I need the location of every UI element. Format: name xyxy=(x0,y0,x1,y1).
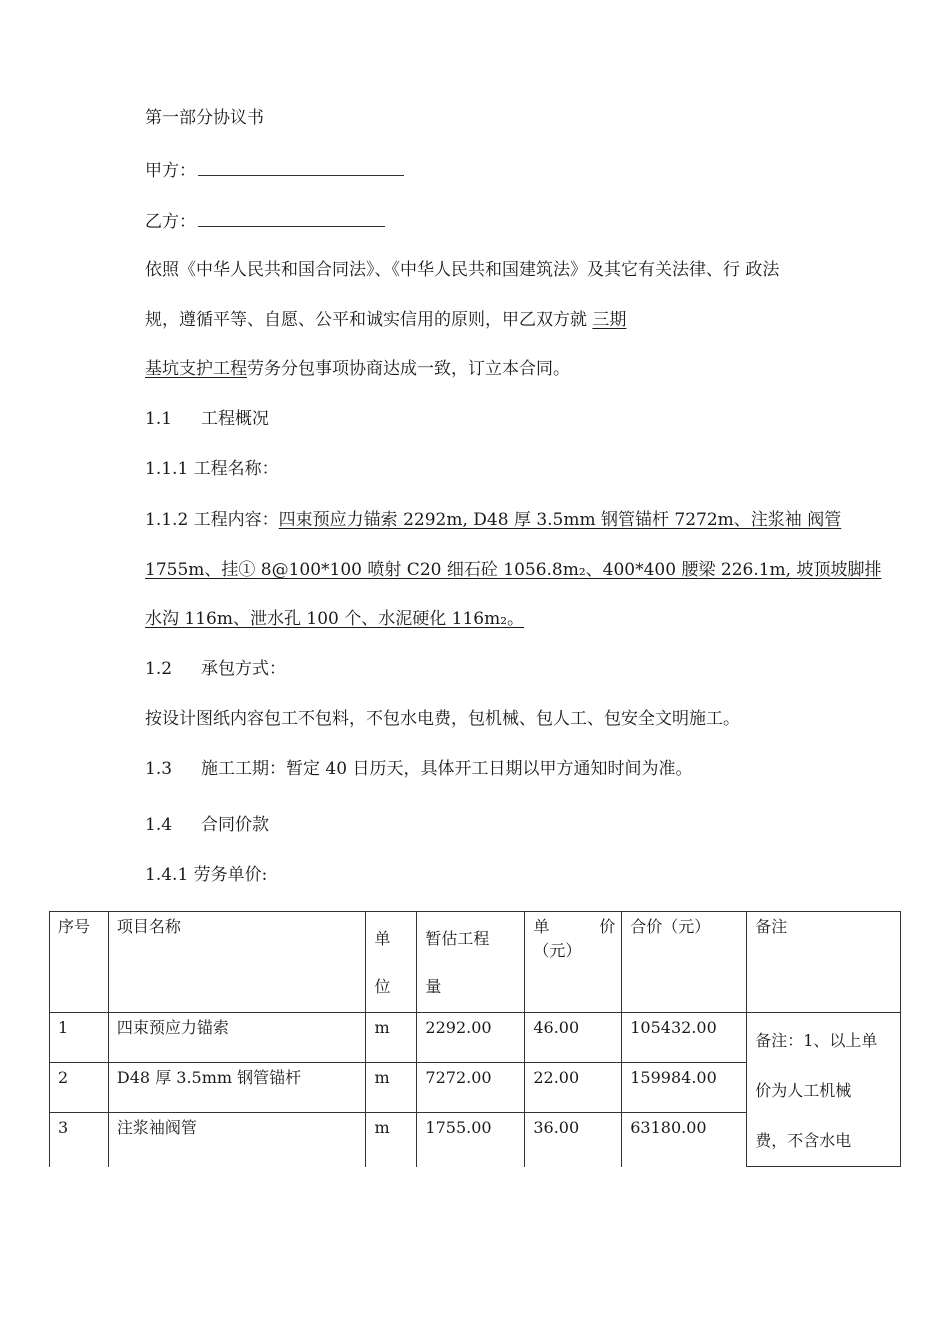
section-1-2 xyxy=(145,657,286,681)
remark-line-2: 价为人工机械 xyxy=(755,1081,852,1100)
cell-name: D48 厚 3.5mm 钢管锚杆 xyxy=(108,1063,366,1113)
unit-price-table xyxy=(49,911,901,1167)
header-qty xyxy=(417,912,525,1013)
cell-qty: 1755.00 xyxy=(417,1113,525,1167)
party-b-line xyxy=(145,208,385,234)
cell-seq: 3 xyxy=(50,1113,109,1167)
work-content-line-3: 水沟 116m、泄水孔 100 个、水泥硬化 116m₂。 xyxy=(145,609,525,629)
cell-seq: 2 xyxy=(50,1063,109,1113)
header-total: 合价（元） xyxy=(622,912,747,1013)
cell-total: 63180.00 xyxy=(622,1113,747,1167)
cell-unit: m xyxy=(366,1063,417,1113)
section-1-2-body: 按设计图纸内容包工不包料，不包水电费，包机械、包人工、包安全文明施工。 xyxy=(145,709,740,729)
cell-price: 22.00 xyxy=(525,1063,622,1113)
work-content-line-2-wrap xyxy=(145,558,881,582)
party-b-label: 乙方： xyxy=(145,212,196,232)
header-price xyxy=(525,912,622,1013)
section-1-3 xyxy=(145,757,692,781)
header-remark: 备注 xyxy=(747,912,901,1013)
cell-total: 105432.00 xyxy=(622,1013,747,1063)
party-b-blank xyxy=(198,208,385,227)
party-a-label: 甲方： xyxy=(145,161,196,181)
intro-line-3-text: 劳务分包事项协商达成一致，订立本合同。 xyxy=(247,359,570,379)
section-1-1-2 xyxy=(145,508,841,532)
section-1-1 xyxy=(145,407,269,431)
header-qty-line-2: 量 xyxy=(425,977,442,996)
cell-total: 159984.00 xyxy=(622,1063,747,1113)
cell-unit: m xyxy=(366,1113,417,1167)
remark-line-3: 费，不含水电 xyxy=(755,1131,852,1150)
table-header-row xyxy=(50,912,901,1013)
cell-qty: 2292.00 xyxy=(417,1013,525,1063)
header-seq: 序号 xyxy=(50,912,109,1013)
section-1-2-number: 1.2 xyxy=(145,659,173,679)
section-1-1-title: 工程概况 xyxy=(201,409,269,429)
header-price-line-1b: 价 xyxy=(599,917,616,936)
section-1-1-2-label: 1.1.2 工程内容： xyxy=(145,510,279,530)
header-qty-line-1: 暂估工程 xyxy=(425,929,490,948)
cell-unit: m xyxy=(366,1013,417,1063)
cell-name: 四束预应力锚索 xyxy=(108,1013,366,1063)
section-1-4-title: 合同价款 xyxy=(201,815,269,835)
project-name: 基坑支护工程 xyxy=(145,359,247,379)
intro-line-2 xyxy=(145,308,626,332)
section-title: 第一部分协议书 xyxy=(145,108,264,128)
work-content-line-1: 四束预应力锚索 2292m, D48 厚 3.5mm 钢管锚杆 7272m、注浆袖 阀管 xyxy=(278,510,842,530)
party-a-line xyxy=(145,157,404,183)
cell-name: 注浆袖阀管 xyxy=(108,1113,366,1167)
intro-line-3 xyxy=(145,357,570,381)
cell-price: 46.00 xyxy=(525,1013,622,1063)
section-1-4-number: 1.4 xyxy=(145,815,173,835)
cell-remark xyxy=(747,1013,901,1167)
project-phase: 三期 xyxy=(592,310,627,330)
section-1-4-1: 1.4.1 劳务单价: xyxy=(145,865,268,885)
cell-qty: 7272.00 xyxy=(417,1063,525,1113)
remark-line-1: 备注：1、以上单 xyxy=(755,1031,878,1050)
work-content-line-2: 1755m、挂① 8@100*100 喷射 C20 细石砼 1056.8m₂、400*400 腰梁 226.1m, 坡顶坡脚排 xyxy=(145,560,882,580)
section-1-1-1: 1.1.1 工程名称： xyxy=(145,459,279,479)
section-1-3-number: 1.3 xyxy=(145,759,173,779)
section-1-1-number: 1.1 xyxy=(145,409,173,429)
header-unit xyxy=(366,912,417,1013)
section-1-2-title: 承包方式： xyxy=(201,659,286,679)
work-content-line-3-wrap xyxy=(145,607,524,631)
header-name: 项目名称 xyxy=(108,912,366,1013)
party-a-blank xyxy=(198,157,404,176)
header-unit-line-2: 位 xyxy=(374,977,391,996)
section-1-4 xyxy=(145,813,269,837)
header-price-line-1a: 单 xyxy=(533,917,550,936)
header-price-line-2: （元） xyxy=(533,941,582,960)
section-1-3-body: 施工工期：暂定 40 日历天，具体开工日期以甲方通知时间为准。 xyxy=(201,759,693,779)
header-unit-line-1: 单 xyxy=(374,929,391,948)
table-row xyxy=(50,1013,901,1063)
intro-line-1: 依照《中华人民共和国合同法》、《中华人民共和国建筑法》及其它有关法律、行 政法 xyxy=(145,260,780,280)
intro-line-2-text: 规，遵循平等、自愿、公平和诚实信用的原则，甲乙双方就 xyxy=(145,310,593,330)
cell-price: 36.00 xyxy=(525,1113,622,1167)
cell-seq: 1 xyxy=(50,1013,109,1063)
